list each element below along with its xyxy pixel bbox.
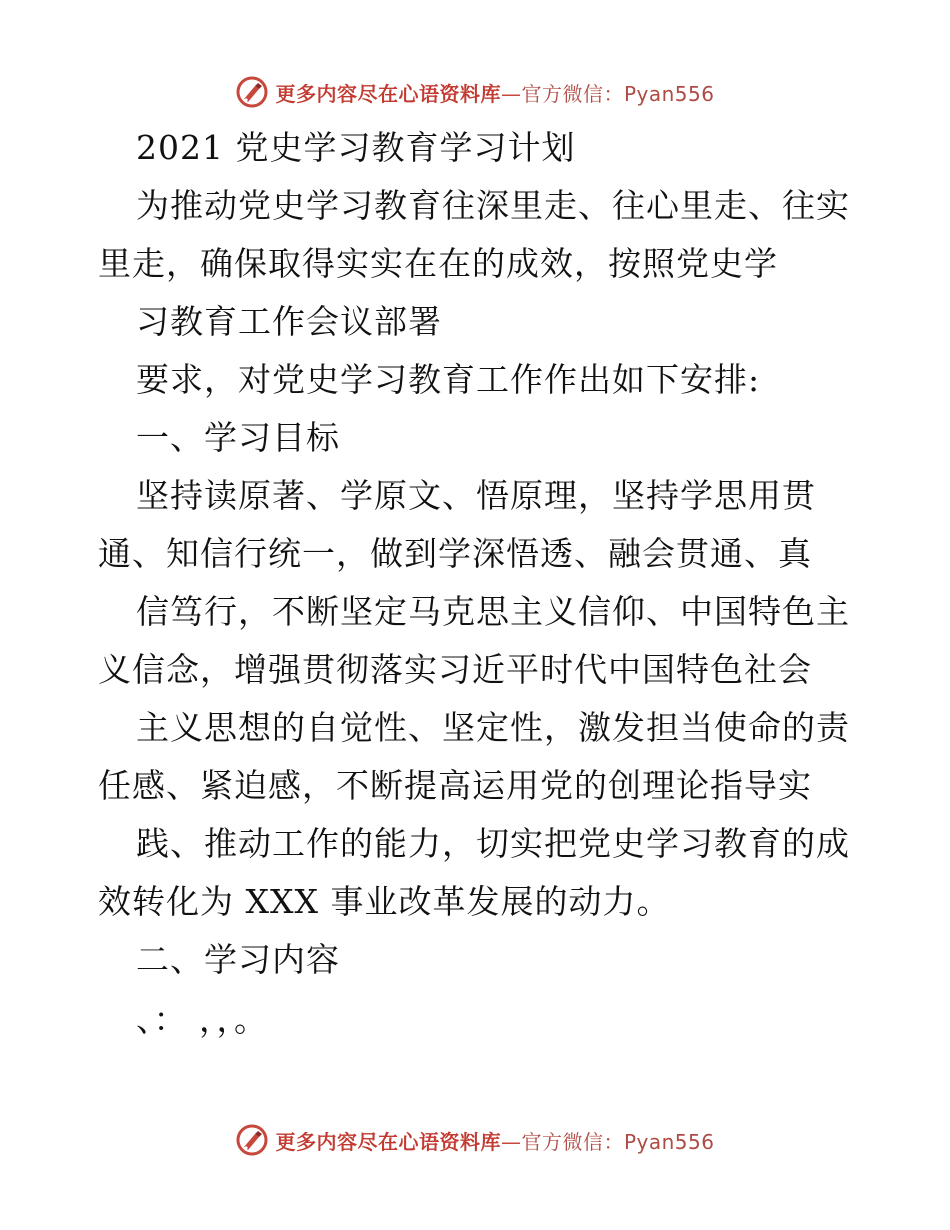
paragraph-line: 主义思想的自觉性、坚定性，激发担当使命的责 — [136, 708, 850, 747]
paragraph-line: 效转化为 XXX 事业改革发展的动力。 — [98, 882, 671, 921]
pen-logo-icon — [235, 1123, 269, 1157]
footer-watermark-text — [275, 1126, 714, 1155]
footer-wechat-text: 官方微信：Pyan556 — [521, 1129, 715, 1154]
header-separator: — — [500, 81, 522, 106]
footer-separator: — — [500, 1129, 522, 1154]
pen-logo-icon — [235, 75, 269, 109]
header-wechat-text: 官方微信：Pyan556 — [521, 81, 715, 106]
section-heading-content: 二、学习内容 — [136, 940, 340, 979]
footer-watermark-inner — [235, 1123, 714, 1157]
paragraph-line: 信笃行，不断坚定马克思主义信仰、中国特色主 — [136, 592, 850, 631]
paragraph-line: 要求，对党史学习教育工作作出如下安排: — [136, 360, 761, 399]
paragraph-line: 里走，确保取得实实在在的成效，按照党史学 — [98, 244, 778, 283]
paragraph-line: 任感、紧迫感，不断提高运用党的创理论指导实 — [98, 766, 812, 805]
paragraph-line: 为推动党史学习教育往深里走、往心里走、往实 — [136, 186, 850, 225]
paragraph-line: 义信念，增强贯彻落实习近平时代中国特色社会 — [98, 650, 812, 689]
header-brand-text: 更多内容尽在心语资料库 — [275, 81, 501, 106]
paragraph-line: 坚持读原著、学原文、悟原理，坚持学思用贯 — [136, 476, 816, 515]
footer-brand-text: 更多内容尽在心语资料库 — [275, 1129, 501, 1154]
paragraph-line: 、： ，，。 — [136, 1000, 268, 1039]
paragraph-line: 习教育工作会议部署 — [136, 302, 442, 341]
section-heading-goals: 一、学习目标 — [136, 418, 340, 457]
document-title: 2021 党史学习教育学习计划 — [136, 128, 576, 167]
paragraph-line: 践、推动工作的能力，切实把党史学习教育的成 — [136, 824, 850, 863]
footer-watermark — [0, 1120, 950, 1160]
header-watermark-inner — [235, 75, 714, 109]
header-watermark-text — [275, 78, 714, 107]
header-watermark — [0, 72, 950, 112]
paragraph-line: 通、知信行统一，做到学深悟透、融会贯通、真 — [98, 534, 812, 573]
